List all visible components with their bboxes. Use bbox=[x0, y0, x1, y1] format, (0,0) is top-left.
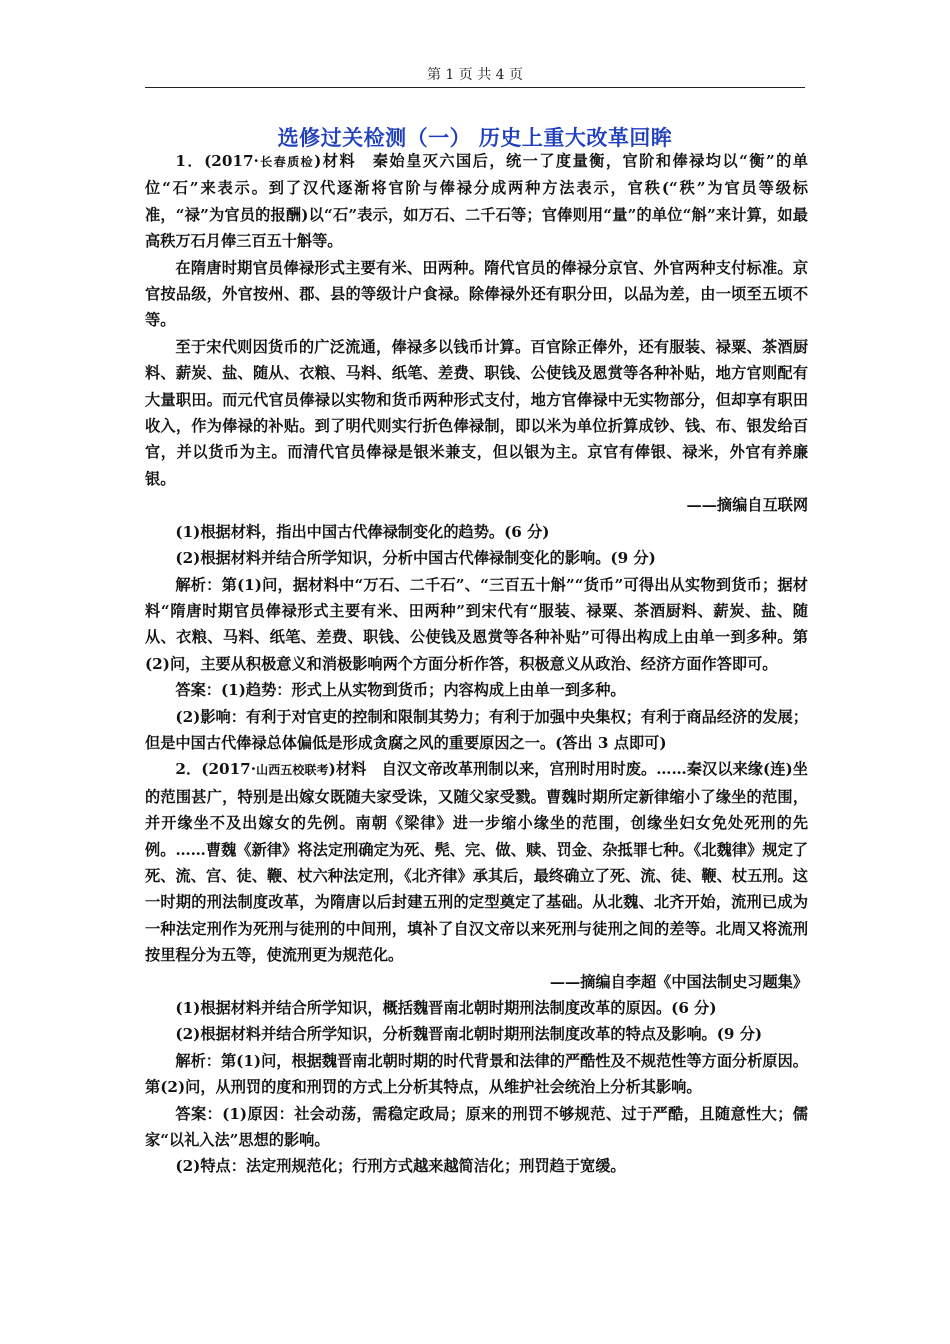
q1-material-text: )材料 秦始皇灭六国后，统一了度量衡，官阶和俸禄均以“衡”的单位“石”来表示。到了汉代逐渐将官阶与俸禄分成两种方法表示，官秩(“秩”为官员等级标准，“禄”为官员的报酬)以“石”表示，如万石、二千石等；官俸则用“量”的单位“斛”来计算，如最高秩万石月俸三百五十斛等。 bbox=[145, 152, 808, 251]
q1-answer-1: 答案：(1)趋势：形式上从实物到货币；内容构成上由单一到多种。 bbox=[175, 681, 626, 700]
q2-number: 2．(2017· bbox=[175, 760, 257, 779]
q2-subquestion-1: (1)根据材料并结合所学知识，概括魏晋南北朝时期刑法制度改革的原因。(6 分) bbox=[175, 999, 717, 1017]
page-title: 选修过关检测（一） 历史上重大改革回眸 bbox=[277, 126, 673, 150]
document-body bbox=[145, 148, 808, 1180]
q2-answer-2: (2)特点：法定刑规范化；行刑方式越来越简洁化；刑罚趋于宽缓。 bbox=[175, 1157, 626, 1176]
q1-source-tag: 长春质检 bbox=[258, 155, 315, 169]
q2-subquestion-2: (2)根据材料并结合所学知识，分析魏晋南北朝时期刑法制度改革的特点及影响。(9 分) bbox=[175, 1025, 763, 1044]
q2-material-text: )材料 自汉文帝改革刑制以来，宫刑时用时废。……秦汉以来缘(连)坐的范围甚广，特别是出嫁女既随夫家受诛，又随父家受戮。曹魏时期所定新律缩小了缘坐的范围，并开缘坐不及出嫁女的先例。南朝《梁律》进一步缩小缘坐的范围，创缘坐妇女免处死刑的先例。……曹魏《新律》将法定刑确定为死、髡、完、做、赎、罚金、杂抵罪七种。《北魏律》规定了死、流、宫、徒、鞭、杖六种法定刑，《北齐律》承其后，最终确立了死、流、徒、鞭、杖五刑。这一时期的刑法制度改革，为隋唐以后封建五刑的定型奠定了基础。从北魏、北齐开始，流刑已成为一种法定刑作为死刑与徒刑的中间刑，填补了自汉文帝以来死刑与徒刑之间的差等。北周又将流刑按里程分为五等，使流刑更为规范化。 bbox=[145, 760, 808, 965]
q1-answer-2: (2)影响：有利于对官吏的控制和限制其势力；有利于加强中央集权；有利于商品经济的发展；但是中国古代俸禄总体偏低是形成贪腐之风的重要原因之一。(答出 3 点即可) bbox=[145, 707, 808, 752]
q1-analysis: 解析：第(1)问，据材料中“万石、二千石”、“三百五十斛”“货币”可得出从实物到货币；据材料“隋唐时期官员俸禄形式主要有米、田两种”到宋代有“服装、禄粟、茶酒厨料、薪炭、盐、随从、衣粮、马料、纸笔、差费、职钱、公使钱及恩赏等各种补贴”可得出构成上由单一到多种。第(2)问，主要从积极意义和消极影响两个方面分析作答，积极意义从政治、经济方面作答即可。 bbox=[145, 575, 808, 673]
q2-source-tag: 山西五校联考 bbox=[256, 763, 329, 778]
page-header: 第 1 页 共 4 页 bbox=[426, 67, 524, 83]
q1-source-citation: ——摘编自互联网 bbox=[686, 496, 808, 515]
q1-subquestion-2: (2)根据材料并结合所学知识，分析中国古代俸禄制变化的影响。(9 分) bbox=[175, 549, 656, 568]
q1-subquestion-1: (1)根据材料，指出中国古代俸禄制变化的趋势。(6 分) bbox=[175, 522, 550, 541]
q2-material-paragraph bbox=[145, 756, 808, 968]
header-divider bbox=[145, 87, 805, 88]
q1-material-paragraph-2: 在隋唐时期官员俸禄形式主要有米、田两种。隋代官员的俸禄分京官、外官两种支付标准。京官按品级，外官按州、郡、县的等级计户食禄。除俸禄外还有职分田，以品为差，由一顷至五顷不等。 bbox=[145, 258, 808, 330]
q2-source-citation: ——摘编自李超《中国法制史习题集》 bbox=[549, 972, 808, 991]
q1-number: 1．(2017· bbox=[175, 152, 259, 170]
q2-analysis: 解析：第(1)问，根据魏晋南北朝时期的时代背景和法律的严酷性及不规范性等方面分析原因。第(2)问，从刑罚的度和刑罚的方式上分析其特点，从维护社会统治上分析其影响。 bbox=[145, 1051, 808, 1097]
q1-material-paragraph-1 bbox=[145, 148, 808, 255]
q2-answer-1: 答案：(1)原因：社会动荡，需稳定政局；原来的刑罚不够规范、过于严酷，且随意性大；儒家“以礼入法”思想的影响。 bbox=[145, 1104, 808, 1150]
q1-material-paragraph-3: 至于宋代则因货币的广泛流通，俸禄多以钱币计算。百官除正俸外，还有服装、禄粟、茶酒厨料、薪炭、盐、随从、衣粮、马料、纸笔、差费、职钱、公使钱及恩赏等各种补贴，地方官则配有大量职田。而元代官员俸禄以实物和货币两种形式支付，地方官俸禄中无实物部分，但却享有职田收入，作为俸禄的补贴。到了明代则实行折色俸禄制，即以米为单位折算成钞、钱、布、银发给百官，并以货币为主。而清代官员俸禄是银米兼支，但以银为主。京官有俸银、禄米，外官有养廉银。 bbox=[145, 337, 808, 488]
